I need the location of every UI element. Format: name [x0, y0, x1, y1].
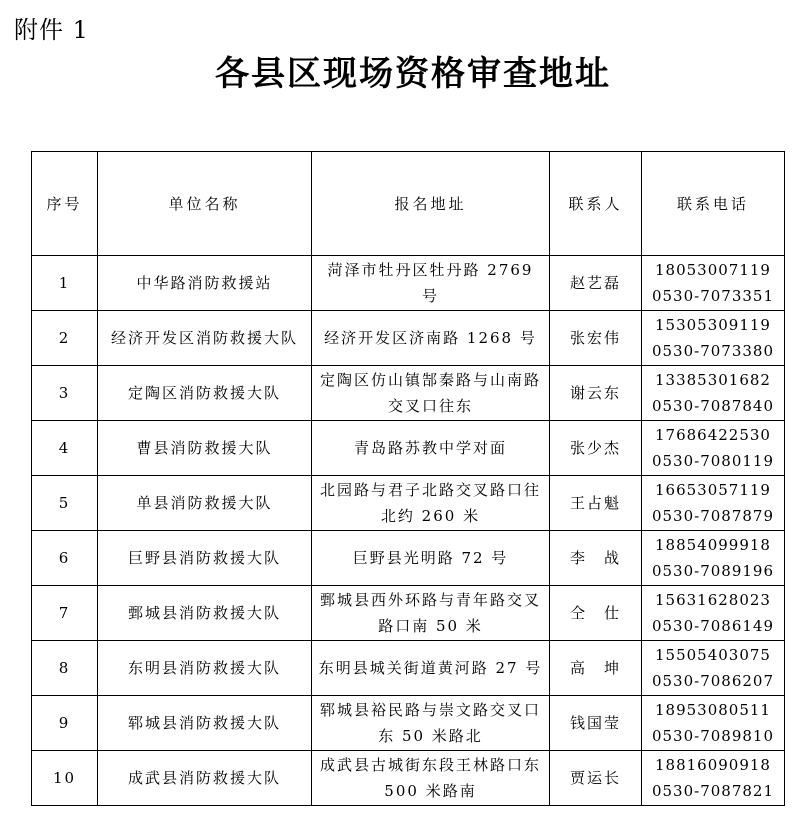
row-office-phone: 0530-7086207 — [651, 672, 775, 690]
table-row — [32, 586, 785, 641]
row-mobile-phone: 17686422530 — [655, 426, 771, 444]
row-unit-name: 东明县消防救援大队 — [98, 641, 312, 696]
row-address: 东明县城关街道黄河路 27 号 — [312, 641, 550, 696]
row-phone — [642, 476, 785, 531]
row-contact: 谢云东 — [550, 366, 642, 421]
row-office-phone: 0530-7087840 — [651, 397, 775, 415]
row-unit-name: 单县消防救援大队 — [98, 476, 312, 531]
header-address: 报名地址 — [312, 152, 550, 256]
row-index: 2 — [32, 311, 98, 366]
row-mobile-phone: 18816090918 — [655, 756, 771, 774]
header-contact: 联系人 — [550, 152, 642, 256]
row-contact: 钱国莹 — [550, 696, 642, 751]
row-unit-name: 鄄城县消防救援大队 — [98, 586, 312, 641]
row-address: 鄄城县西外环路与青年路交叉路口南 50 米 — [312, 586, 550, 641]
table-row — [32, 751, 785, 806]
row-contact: 贾运长 — [550, 751, 642, 806]
row-contact: 赵艺磊 — [550, 256, 642, 311]
table-row — [32, 641, 785, 696]
row-phone — [642, 531, 785, 586]
table-row — [32, 531, 785, 586]
row-phone — [642, 366, 785, 421]
row-phone — [642, 256, 785, 311]
table-row — [32, 476, 785, 531]
row-index: 8 — [32, 641, 98, 696]
row-unit-name: 定陶区消防救援大队 — [98, 366, 312, 421]
header-index: 序号 — [32, 152, 98, 256]
row-address: 定陶区仿山镇郜秦路与山南路交叉口往东 — [312, 366, 550, 421]
row-office-phone: 0530-7089196 — [651, 562, 775, 580]
header-unit: 单位名称 — [98, 152, 312, 256]
row-office-phone: 0530-7073351 — [651, 287, 775, 305]
row-unit-name: 郓城县消防救援大队 — [98, 696, 312, 751]
page-title: 各县区现场资格审查地址 — [215, 54, 611, 94]
row-index: 9 — [32, 696, 98, 751]
row-mobile-phone: 13385301682 — [655, 371, 771, 389]
row-address: 巨野县光明路 72 号 — [312, 531, 550, 586]
row-contact: 仝 仕 — [550, 586, 642, 641]
row-mobile-phone: 16653057119 — [655, 481, 771, 499]
row-phone — [642, 421, 785, 476]
row-office-phone: 0530-7087821 — [651, 782, 775, 800]
row-address: 青岛路苏教中学对面 — [312, 421, 550, 476]
attachment-label: 附件 1 — [14, 16, 89, 44]
row-phone — [642, 641, 785, 696]
row-mobile-phone: 18854099918 — [655, 536, 771, 554]
row-office-phone: 0530-7080119 — [651, 452, 775, 470]
row-mobile-phone: 15631628023 — [655, 591, 771, 609]
row-phone — [642, 696, 785, 751]
row-contact: 高 坤 — [550, 641, 642, 696]
row-office-phone: 0530-7087879 — [651, 507, 775, 525]
table-header-row — [32, 152, 785, 256]
row-contact: 李 战 — [550, 531, 642, 586]
row-index: 3 — [32, 366, 98, 421]
row-unit-name: 成武县消防救援大队 — [98, 751, 312, 806]
row-address: 北园路与君子北路交叉路口往北约 260 米 — [312, 476, 550, 531]
address-table — [31, 151, 785, 806]
row-contact: 王占魁 — [550, 476, 642, 531]
row-office-phone: 0530-7089810 — [651, 727, 775, 745]
table-row — [32, 311, 785, 366]
row-index: 5 — [32, 476, 98, 531]
row-index: 6 — [32, 531, 98, 586]
table-row — [32, 696, 785, 751]
row-index: 1 — [32, 256, 98, 311]
row-phone — [642, 586, 785, 641]
row-index: 10 — [32, 751, 98, 806]
table-row — [32, 256, 785, 311]
row-office-phone: 0530-7086149 — [651, 617, 775, 635]
row-unit-name: 曹县消防救援大队 — [98, 421, 312, 476]
row-phone — [642, 751, 785, 806]
row-mobile-phone: 15305309119 — [655, 316, 771, 334]
row-address: 经济开发区济南路 1268 号 — [312, 311, 550, 366]
row-unit-name: 巨野县消防救援大队 — [98, 531, 312, 586]
row-index: 4 — [32, 421, 98, 476]
row-index: 7 — [32, 586, 98, 641]
header-phone: 联系电话 — [642, 152, 785, 256]
table-row — [32, 366, 785, 421]
table-row — [32, 421, 785, 476]
row-unit-name: 经济开发区消防救援大队 — [98, 311, 312, 366]
row-mobile-phone: 15505403075 — [655, 646, 771, 664]
row-mobile-phone: 18053007119 — [655, 261, 771, 279]
row-office-phone: 0530-7073380 — [651, 342, 775, 360]
row-contact: 张少杰 — [550, 421, 642, 476]
row-address: 郓城县裕民路与崇文路交叉口东 50 米路北 — [312, 696, 550, 751]
row-address: 菏泽市牡丹区牡丹路 2769 号 — [312, 256, 550, 311]
row-contact: 张宏伟 — [550, 311, 642, 366]
row-unit-name: 中华路消防救援站 — [98, 256, 312, 311]
row-phone — [642, 311, 785, 366]
row-mobile-phone: 18953080511 — [655, 701, 771, 719]
row-address: 成武县古城街东段王林路口东 500 米路南 — [312, 751, 550, 806]
